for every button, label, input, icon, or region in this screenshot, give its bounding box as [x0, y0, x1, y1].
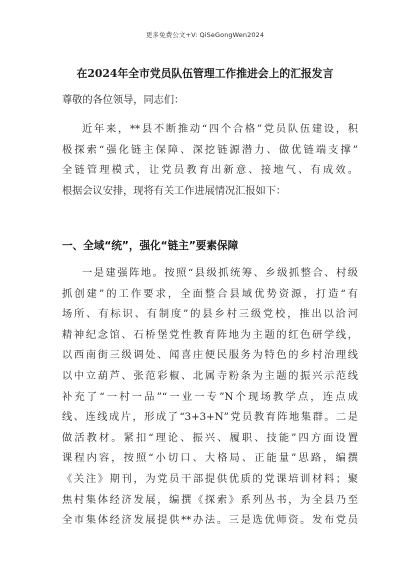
section-line: 精神纪念馆、石桥堡党性教育阵地为主题的红色研学线，: [62, 329, 358, 341]
intro-line: 极探索“强化链主保障、深挖链源潜力、做优链端支撑”: [62, 144, 358, 156]
section-line: 一是建强阵地。按照“县级抓统筹、乡级抓整合、村级: [82, 268, 358, 279]
section-line: 课程内容，按照“小切口、大格局、正能量”思路，编撰: [62, 453, 358, 465]
section-line: 全市集体经济发展提供**办法。三是选优师资。发布党员: [62, 515, 358, 527]
intro-paragraph: [62, 120, 358, 202]
section-line: 补充了“一村一品”“一业一专”N个现场教学点，连点成: [62, 391, 358, 403]
intro-line: 近年来，**县不断推动“四个合格”党员队伍建设，积: [82, 124, 358, 135]
section-line: 抓创建”的工作要求，全面整合县域优势资源，打造“有: [62, 288, 358, 300]
intro-line: 根据会议安排，现将有关工作进展情况汇报如下：: [62, 185, 287, 197]
section-line: 以中立葫芦、张范彩椒、北属寺粉条为主题的振兴示范线: [62, 370, 358, 382]
section-line: 以西南街三级调处、闻喜庄便民服务为特色的乡村治理线: [62, 350, 358, 362]
section-line: 线、连线成片，形成了“3+3+N”党员教育阵地集群。二是: [62, 412, 358, 424]
salutation: 尊敬的各位领导，同志们：: [62, 95, 185, 106]
section-heading: 一、全域“统”，强化“链主”要素保障: [62, 240, 239, 252]
header-note: 更多免费公文+V: QiSeGongWen2024: [145, 31, 265, 39]
document-title: 在2024年全市党员队伍管理工作推进会上的汇报发言: [76, 67, 334, 80]
section-line: 场所、有标识、有制度”的县乡村三级党校，推出以洽河: [62, 309, 358, 321]
section-paragraph: [62, 264, 358, 532]
intro-line: 全链管理模式，让党员教育出新意、接地气、有成效。: [62, 165, 358, 177]
section-line: 做活教材。紧扣“理论、振兴、履职、技能”四方面设置: [62, 432, 358, 444]
section-line: 《关注》期刊，为党员干部提供优质的党课培训材料；聚: [62, 473, 358, 485]
section-line: 焦村集体经济发展，编撰《探索》系列丛书，为全县乃至: [62, 494, 358, 506]
